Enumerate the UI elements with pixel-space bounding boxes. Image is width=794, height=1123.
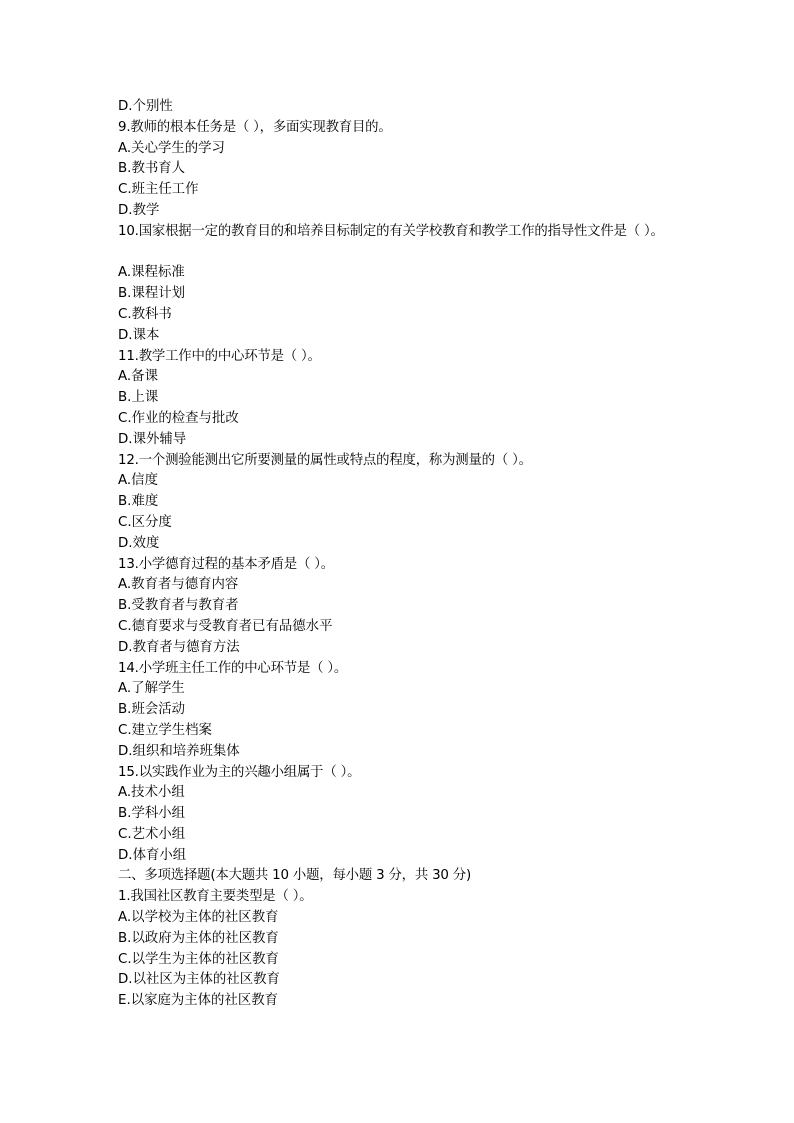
option-line: C.教科书 xyxy=(118,306,172,322)
option-line: A.以学校为主体的社区教育 xyxy=(118,910,279,926)
option-line: D.体育小组 xyxy=(118,847,187,863)
document-page xyxy=(118,97,718,1012)
question-line: 9.教师的根本任务是（ ），多面实现教育目的。 xyxy=(118,119,392,135)
option-line: A.信度 xyxy=(118,473,158,489)
option-line: C.班主任工作 xyxy=(118,182,199,198)
option-line: C.区分度 xyxy=(118,514,172,530)
option-line: B.课程计划 xyxy=(118,286,186,302)
option-line: D.教学 xyxy=(118,202,160,218)
question-line: 10.国家根据一定的教育目的和培养目标制定的有关学校教育和教学工作的指导性文件是（ ）。 xyxy=(118,223,664,239)
blank-line xyxy=(118,243,718,264)
question-line: 13.小学德育过程的基本矛盾是（ ）。 xyxy=(118,556,334,572)
question-line: 14.小学班主任工作的中心环节是（ ）。 xyxy=(118,660,348,676)
option-line: A.了解学生 xyxy=(118,681,185,697)
option-line: D.组织和培养班集体 xyxy=(118,743,240,759)
option-line: B.上课 xyxy=(118,390,159,406)
option-line: A.关心学生的学习 xyxy=(118,140,225,156)
option-line: B.难度 xyxy=(118,494,159,510)
question-line: 1.我国社区教育主要类型是（ ）。 xyxy=(118,889,313,905)
question-line: 15.以实践作业为主的兴趣小组属于（ ）。 xyxy=(118,764,361,780)
option-line: B.以政府为主体的社区教育 xyxy=(118,930,279,946)
option-line: C.以学生为主体的社区教育 xyxy=(118,951,279,967)
option-line: D.课外辅导 xyxy=(118,431,187,447)
section-heading: 二、多项选择题(本大题共 10 小题，每小题 3 分，共 30 分) xyxy=(118,868,471,884)
option-line: A.备课 xyxy=(118,369,158,385)
option-line: D.个别性 xyxy=(118,99,173,114)
option-line: B.受教育者与教育者 xyxy=(118,598,239,614)
option-line: A.课程标准 xyxy=(118,265,185,281)
question-line: 11.教学工作中的中心环节是（ ）。 xyxy=(118,348,321,364)
option-line: C.德育要求与受教育者已有品德水平 xyxy=(118,618,333,634)
option-line: B.学科小组 xyxy=(118,806,186,822)
option-line: C.作业的检查与批改 xyxy=(118,410,239,426)
option-line: A.教育者与德育内容 xyxy=(118,577,239,593)
option-line: D.效度 xyxy=(118,535,160,551)
question-line: 12.一个测验能测出它所要测量的属性或特点的程度，称为测量的（ ）。 xyxy=(118,452,532,468)
option-line: D.课本 xyxy=(118,327,160,343)
option-line: C.建立学生档案 xyxy=(118,722,212,738)
option-line: D.以社区为主体的社区教育 xyxy=(118,972,280,988)
option-line: B.班会活动 xyxy=(118,702,186,718)
option-line: D.教育者与德育方法 xyxy=(118,639,240,655)
option-line: E.以家庭为主体的社区教育 xyxy=(118,993,279,1009)
option-line: A.技术小组 xyxy=(118,785,185,801)
option-line: B.教书育人 xyxy=(118,161,186,177)
option-line: C.艺术小组 xyxy=(118,826,186,842)
